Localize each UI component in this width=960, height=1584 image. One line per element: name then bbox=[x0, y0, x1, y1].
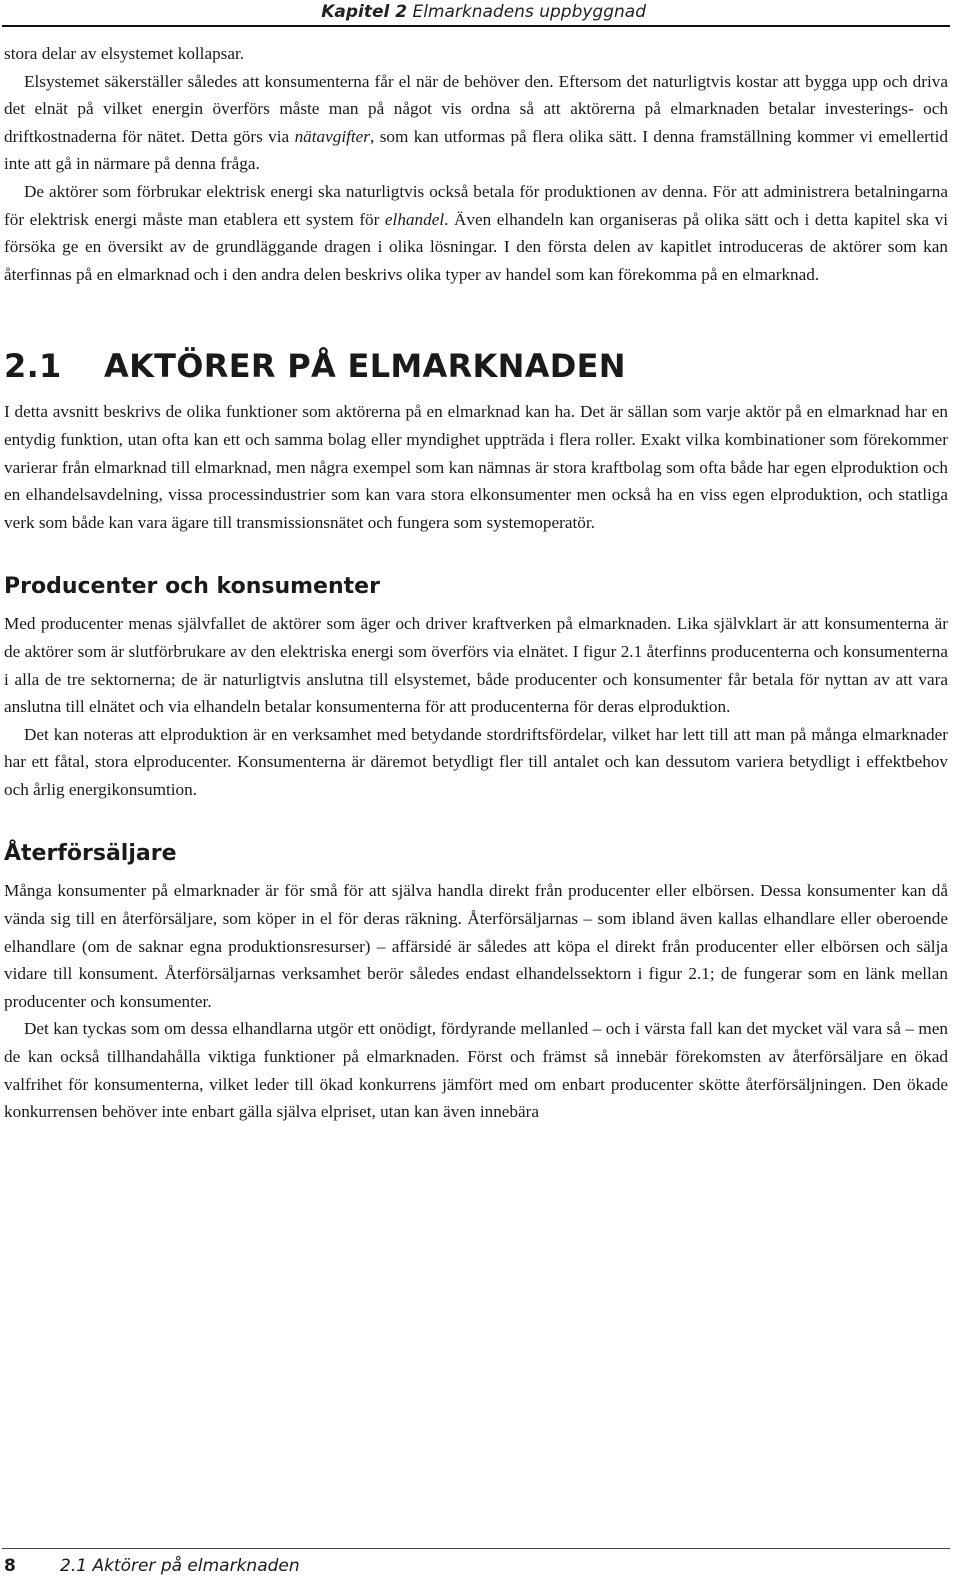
retailers-paragraph-2: Det kan tyckas som om dessa elhandlarna utgör ett onödigt, fördyrande mellanled – och i värsta fall kan det mycket väl vara så – men de kan också tillhandahålla viktiga funktioner på elmarknaden. Först och främst så innebär förekomsten av återförsäljare en ökad valfrihet för konsumenterna, vilket leder till ökad konkurrens jämfört med om enbart producenter skötte återförsäljningen. Den ökade konkurrensen behöver inte enbart gälla själva elpriset, utan kan även innebära bbox=[4, 1019, 948, 1122]
section-number: 2.1 bbox=[4, 347, 62, 386]
intro-p2-text-a: De aktörer som förbrukar elektrisk energi ska naturligtvis också betala för produktionen av denna. För att administrera betalningarna för elektrisk energi måste man etablera ett system för bbox=[4, 181, 948, 229]
subsection-heading-retailers: Återförsäljare bbox=[4, 841, 177, 867]
intro-p1-text-a: Elsystemet säkerställer således att konsumenterna får el när de behöver den. Eftersom det naturligtvis kostar att bygga upp och driva det elnät på vilket energin överförs måste man på något vis ordna så att aktörerna på elmarknaden betalar investerings- och driftkostnaderna för nätet. Detta görs via bbox=[4, 71, 948, 146]
page-footer bbox=[0, 1548, 960, 1584]
intro-paragraph-1 bbox=[4, 68, 948, 178]
chapter-title: Elmarknadens uppbyggnad bbox=[412, 2, 646, 22]
intro-p1-text-b: , som kan utformas på flera olika sätt. I denna framställning kommer vi emellertid inte att gå in närmare på denna fråga. bbox=[4, 126, 948, 174]
running-head bbox=[321, 2, 646, 22]
producers-paragraph-2: Det kan noteras att elproduktion är en verksamhet med betydande stordriftsfördelar, vilket har lett till att man på många elmarknader har ett fåtal, stora elproducenter. Konsumenterna är däremot betydligt fler till antalet och kan dessutom variera betydligt i effektbehov och årlig energikonsumtion. bbox=[4, 724, 948, 799]
term-elhandel: elhandel bbox=[384, 209, 445, 229]
page-body bbox=[4, 40, 948, 1126]
subsection-heading-producers: Producenter och konsumenter bbox=[4, 574, 380, 600]
chapter-label: Kapitel 2 bbox=[321, 2, 408, 22]
page-header bbox=[0, 0, 950, 22]
page-number: 8 bbox=[4, 1556, 16, 1576]
intro-paragraph-0: stora delar av elsystemet kollapsar. bbox=[4, 44, 245, 63]
retailers-paragraph-1: Många konsumenter på elmarknader är för små för att själva handla direkt från producenter eller elbörsen. Dessa konsumenter kan då vända sig till en återförsäljare, som köper in el för deras räkning. Återförsäljarnas – som ibland även kallas elhandlare eller oberoende elhandlare (om de saknar egna produktionsresurser) – affärsidé är således att köpa el direkt från producenter eller elbörsen och sälja vidare till konsument. Återförsäljarnas verksamhet berör således endast elhandelssektorn i figur 2.1; de fungerar som en länk mellan producenter och konsumenter. bbox=[4, 881, 948, 1011]
header-rule bbox=[2, 25, 950, 27]
term-natavgifter: nätavgifter bbox=[294, 126, 371, 146]
footer-rule bbox=[2, 1548, 950, 1549]
footer-section-ref: 2.1 Aktörer på elmarknaden bbox=[60, 1556, 300, 1576]
section-heading bbox=[4, 346, 948, 386]
section-title: AKTÖRER PÅ ELMARKNADEN bbox=[104, 347, 626, 386]
producers-paragraph-1: Med producenter menas självfallet de aktörer som äger och driver kraftverken på elmarknaden. Lika självklart är att konsumenterna är de aktörer som är slutförbrukare av den elektriska energi som överförs via elnätet. I figur 2.1 återfinns producenterna och konsumenterna i alla de tre sektornerna; de är naturligtvis anslutna till elsystemet, både producenter och konsumenter får betala för nyttan av att vara anslutna till elnätet och via elhandeln betalar konsumenterna för att producenterna för deras elproduktion. bbox=[4, 614, 948, 717]
intro-paragraph-2 bbox=[4, 178, 948, 288]
section-paragraph-1: I detta avsnitt beskrivs de olika funktioner som aktörerna på en elmarknad kan ha. Det är sällan som varje aktör på en elmarknad har en entydig funktion, utan ofta kan ett och samma bolag eller myndighet uppträda i flera roller. Exakt vilka kombinationer som förekommer varierar från elmarknad till elmarknad, men några exempel som kan nämnas är stora kraftbolag som ofta både har egen elproduktion och en elhandelsavdelning, vissa processindustrier som kan vara stora elkonsumenter men också ha en viss egen elproduktion, och statliga verk som både kan vara ägare till transmissionsnätet och fungera som systemoperatör. bbox=[4, 402, 948, 532]
intro-p2-text-b: . Även elhandeln kan organiseras på olika sätt och i detta kapitel ska vi försöka ge en översikt av de grundläggande dragen i olika lösningar. I den första delen av kapitlet introduceras de aktörer som kan återfinnas på en elmarknad och i den andra delen beskrivs olika typer av handel som kan förekomma på en elmarknad. bbox=[4, 209, 948, 284]
